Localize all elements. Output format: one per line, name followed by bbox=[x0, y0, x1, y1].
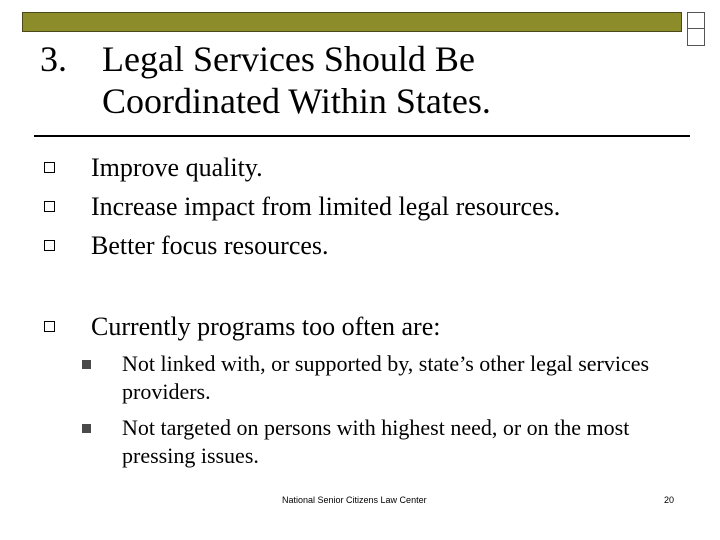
title-line-2: Coordinated Within States. bbox=[102, 81, 491, 121]
page-number: 20 bbox=[664, 495, 675, 505]
title-line-1: Legal Services Should Be bbox=[102, 39, 475, 79]
bullet-text: Increase impact from limited legal resources. bbox=[91, 192, 561, 221]
hollow-square-bullet-icon bbox=[44, 162, 55, 173]
hollow-square-bullet-icon bbox=[44, 240, 55, 251]
footer-organization: National Senior Citizens Law Center bbox=[282, 495, 427, 505]
hollow-square-bullet-icon bbox=[44, 201, 55, 212]
title-divider bbox=[34, 135, 690, 137]
sub-bullet-text: Not linked with, or supported by, state’s other legal services providers. bbox=[122, 351, 650, 404]
corner-square-bottom bbox=[687, 28, 705, 46]
title-accent-bar bbox=[22, 12, 682, 32]
title-number: 3. bbox=[40, 39, 67, 79]
sub-bullet-text: Not targeted on persons with highest need, or on the most pressing issues. bbox=[122, 415, 630, 468]
filled-square-bullet-icon bbox=[82, 360, 91, 369]
hollow-square-bullet-icon bbox=[44, 321, 55, 332]
bullet-text: Improve quality. bbox=[91, 153, 263, 182]
bullet-text: Better focus resources. bbox=[91, 231, 329, 260]
bullet-text: Currently programs too often are: bbox=[91, 312, 441, 341]
slide-title bbox=[40, 38, 680, 122]
filled-square-bullet-icon bbox=[82, 424, 91, 433]
